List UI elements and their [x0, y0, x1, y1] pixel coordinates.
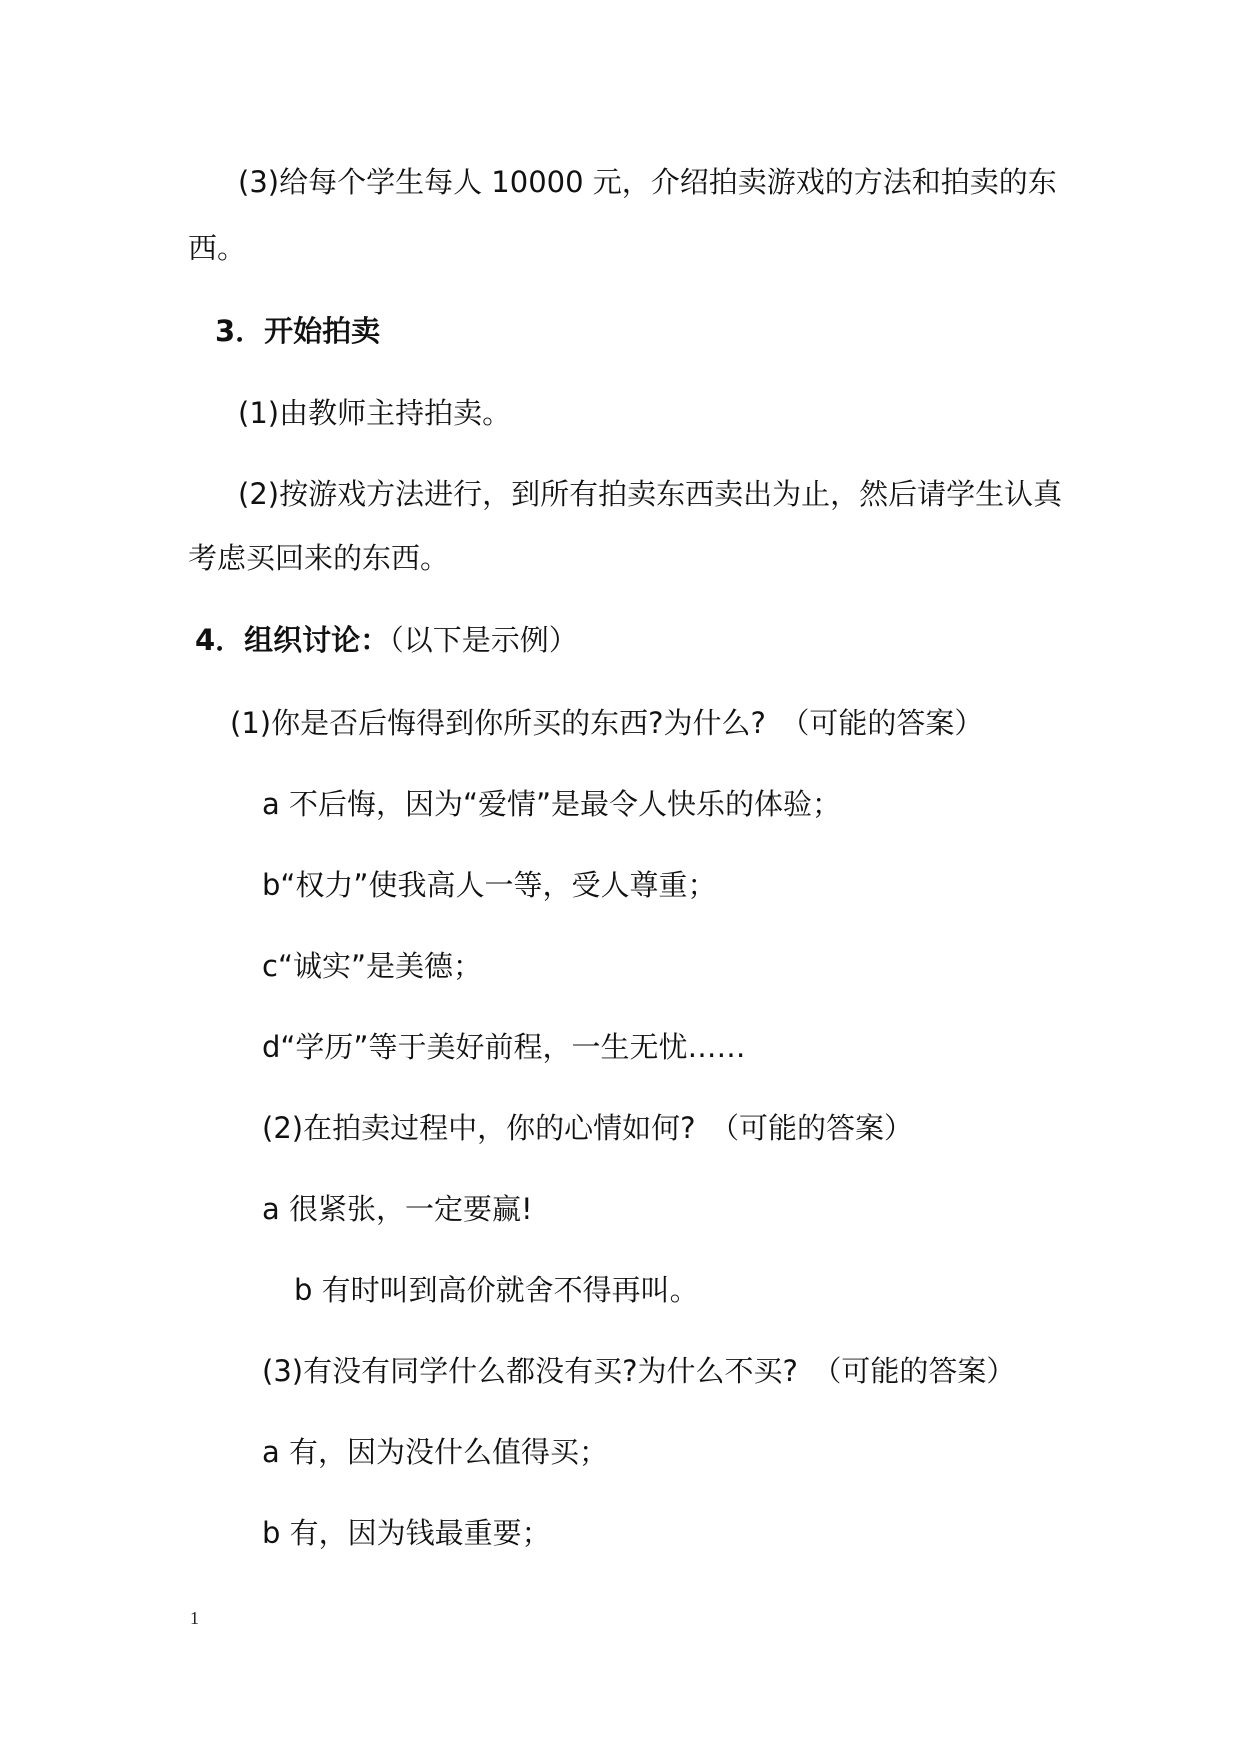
question: (2)在拍卖过程中，你的心情如何? （可能的答案）	[262, 1111, 913, 1145]
section-heading-note: （以下是示例）	[389, 623, 578, 657]
section-heading	[195, 620, 578, 660]
answer-item: d“学历”等于美好前程，一生无忧……	[262, 1030, 746, 1064]
answer-item: b“权力”使我高人一等，受人尊重；	[262, 868, 717, 902]
question: (3)有没有同学什么都没有买?为什么不买? （可能的答案）	[262, 1354, 1016, 1388]
paragraph-line: 西。	[188, 231, 247, 265]
answer-item: c“诚实”是美德；	[262, 949, 482, 983]
answer-item: a 不后悔，因为“爱情”是最令人快乐的体验；	[262, 787, 842, 821]
answer-item: b 有时叫到高价就舍不得再叫。	[294, 1273, 699, 1307]
answer-item: a 很紧张，一定要赢!	[262, 1192, 533, 1226]
question: (1)你是否后悔得到你所买的东西?为什么? （可能的答案）	[230, 706, 984, 740]
page-number: 1	[190, 1608, 199, 1628]
paragraph-line: (2)按游戏方法进行，到所有拍卖东西卖出为止，然后请学生认真	[238, 477, 1063, 511]
paragraph-line: (3)给每个学生每人 10000 元，介绍拍卖游戏的方法和拍卖的东	[238, 165, 1057, 199]
answer-item: b 有，因为钱最重要；	[262, 1516, 551, 1550]
list-item: (1)由教师主持拍卖。	[238, 396, 512, 430]
section-heading: 3．开始拍卖	[215, 314, 381, 348]
answer-item: a 有，因为没什么值得买；	[262, 1435, 608, 1469]
section-heading-label: 4．组织讨论：	[195, 623, 390, 657]
paragraph-line: 考虑买回来的东西。	[188, 541, 450, 575]
